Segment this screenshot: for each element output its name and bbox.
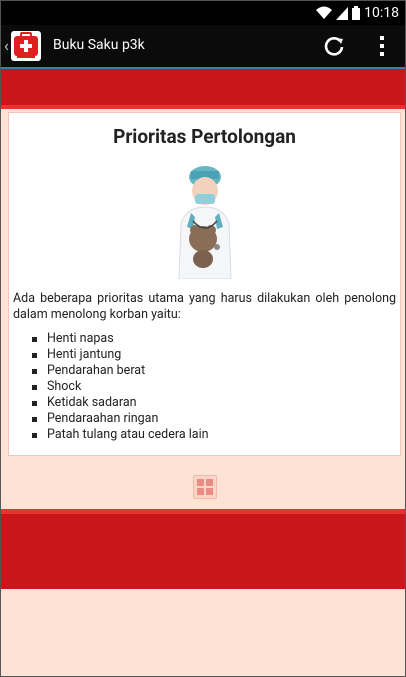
refresh-icon — [321, 33, 347, 59]
list-item: Pendaraahan ringan — [13, 411, 209, 427]
status-time: 10:18 — [364, 5, 399, 21]
footer-banner — [1, 509, 405, 589]
intro-paragraph: Ada beberapa prioritas utama yang harus dilakukan oleh penolong dalam menolong korban yaitu: — [13, 291, 396, 322]
app-title: Buku Saku p3k — [53, 37, 145, 53]
list-item: Ketidak sadaran — [13, 395, 209, 411]
app-logo-icon[interactable] — [11, 31, 41, 61]
battery-icon — [352, 6, 360, 20]
grid-icon-cell — [206, 479, 213, 486]
overflow-menu-button[interactable] — [373, 33, 391, 59]
page-title: Prioritas Pertolongan — [113, 125, 296, 148]
grid-icon-cell — [206, 488, 213, 495]
signal-icon — [336, 7, 348, 20]
back-chevron-icon[interactable]: ‹ — [4, 36, 9, 55]
list-item: Shock — [13, 379, 209, 395]
action-bar — [1, 25, 405, 69]
child-doctor-illustration — [165, 161, 245, 279]
list-item: Patah tulang atau cedera lain — [13, 427, 209, 443]
list-item: Pendarahan berat — [13, 363, 209, 379]
refresh-button[interactable] — [321, 33, 347, 59]
priority-list — [13, 331, 209, 443]
status-icons — [316, 5, 399, 21]
header-banner — [1, 69, 405, 105]
wifi-icon — [316, 6, 332, 20]
list-item: Henti napas — [13, 331, 209, 347]
article-card — [8, 112, 401, 456]
list-item: Henti jantung — [13, 347, 209, 363]
overflow-menu-icon — [373, 33, 391, 59]
grid-icon-cell — [197, 488, 204, 495]
grid-button[interactable] — [193, 475, 217, 499]
status-bar — [1, 1, 405, 25]
grid-icon — [197, 479, 204, 486]
